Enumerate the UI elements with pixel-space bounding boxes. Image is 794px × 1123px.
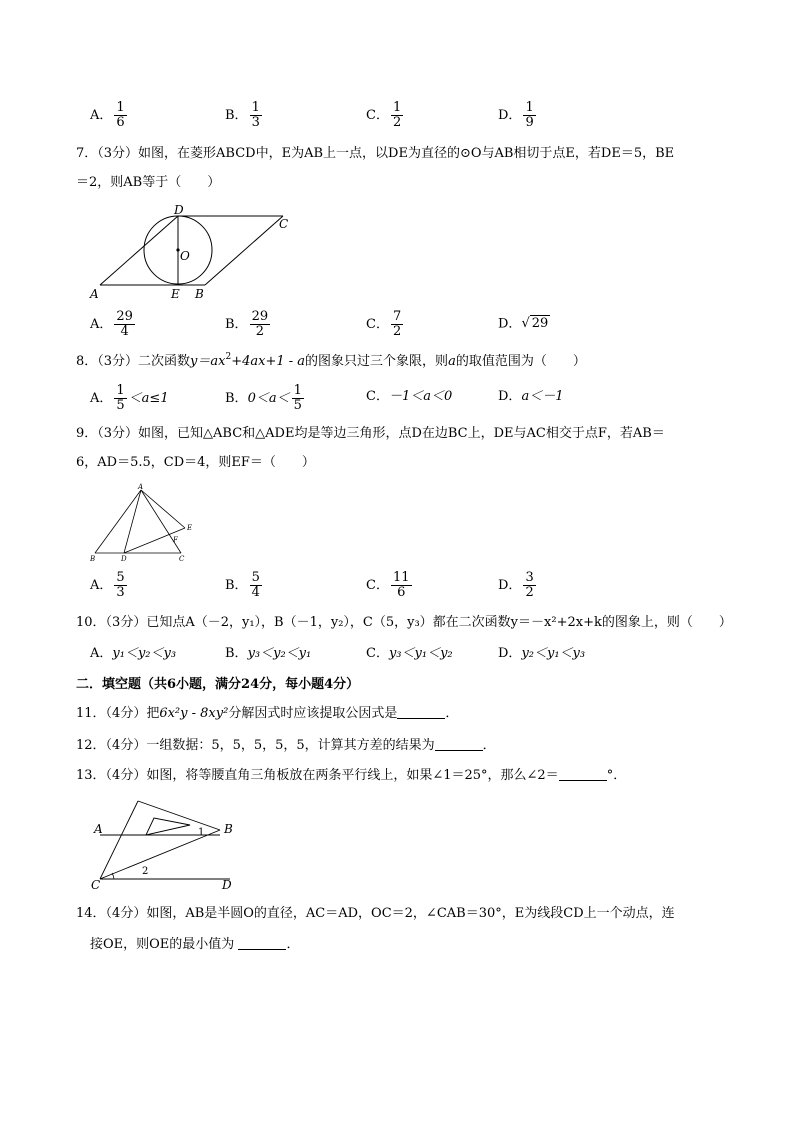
q10-choice-b: B．y₃＜y₂＜y₁ (225, 646, 312, 661)
q13-label-angle2: 2 (142, 866, 149, 877)
q7-choice-d: D．√ 29 (498, 316, 549, 332)
q7-label-a: A (90, 287, 99, 301)
q9-stem-line2: 6，AD＝5.5，CD＝4，则EF＝（ ） (76, 455, 315, 470)
q9-label-a: A (138, 483, 144, 491)
q14-stem-line2: 接OE，则OE的最小值为 ． (90, 937, 300, 952)
q6-choice-a-fraction: $\frac{1}{6}$ (116, 100, 125, 130)
q13-label-d: D (222, 878, 232, 892)
q6-choices (90, 101, 129, 130)
q9-label-b: B (90, 555, 96, 563)
q6-choice-b-fraction: $\frac{1}{3}$ (251, 100, 260, 130)
q11-stem: 11．（4分）把6x²y - 8xy²分解因式时应该提取公因式是 ． (76, 706, 459, 721)
q10-choice-c: C．y₃＜y₁＜y₂ (366, 646, 453, 661)
q14-answer-blank[interactable] (238, 937, 286, 950)
q14-stem-line1: 14．（4分）如图，AB是半圆O的直径，AC＝AD，OC＝2，∠CAB＝30°，E为线段CD上一个动点，连 (76, 906, 675, 921)
q6-choice-a-label: A． (90, 108, 113, 123)
q9-label-c: C (179, 555, 185, 563)
q7-stem-line2: ＝2，则AB等于（ ） (76, 175, 221, 190)
q10-stem: 10．（3分）已知点A（－2，y₁），B（－1，y₂），C（5，y₃）都在二次函数y＝－x²+2x+k的图象上，则（ ） (76, 615, 732, 630)
q8-stem: 8．（3分）二次函数$y=ax^2+4ax+1 - a$的图象只过三个象限，则a的取值范围为（ ） (76, 352, 586, 369)
q9-choice-d: D． $\frac{3}{2}$ (498, 570, 534, 600)
q13-parallel-lines-figure (90, 795, 250, 895)
q8-choice-c: C．－1＜a＜0 (366, 389, 453, 404)
q6-choice-d-fraction: $\frac{1}{9}$ (525, 100, 534, 130)
q7-label-o: O (180, 249, 190, 263)
q12-answer-blank[interactable] (435, 738, 483, 751)
q13-label-a: A (94, 822, 103, 836)
q10-choice-d: D．y₂＜y₁＜y₃ (498, 646, 586, 661)
q9-choice-b: B． $\frac{5}{4}$ (225, 570, 260, 600)
q7-label-c: C (279, 217, 289, 231)
q9-choice-a: A． $\frac{5}{3}$ (90, 570, 125, 600)
q7-label-d: D (174, 203, 184, 217)
q6-choice-b: B． $\frac{1}{3}$ (225, 100, 260, 130)
q10-choice-a: A．y₁＜y₂＜y₃ (90, 646, 177, 661)
q8-choice-a: A． $\frac{1}{5}$ ＜a≤1 (90, 383, 169, 413)
q6-choice-c-fraction: $\frac{1}{2}$ (392, 100, 402, 130)
q13-answer-blank[interactable] (559, 768, 607, 781)
q9-label-f: F (173, 536, 178, 544)
q11-answer-blank[interactable] (397, 706, 445, 719)
q7-choice-c: C． $\frac{7}{2}$ (366, 309, 402, 339)
sqrt-symbol: √ 29 (521, 316, 549, 331)
q9-stem-line1: 9．（3分）如图，已知△ABC和△ADE均是等边三角形，点D在边BC上，DE与AC相交于点F，若AB＝ (76, 426, 665, 441)
q13-stem: 13．（4分）如图，将等腰直角三角板放在两条平行线上，如果∠1＝25°，那么∠2＝ °． (76, 768, 627, 783)
q13-label-angle1: 1 (198, 827, 205, 838)
q9-label-e: E (187, 524, 193, 532)
q9-triangle-figure (85, 480, 205, 565)
q8-choice-d: D．a＜－1 (498, 389, 564, 404)
q12-stem: 12．（4分）一组数据：5，5，5，5，5，计算其方差的结果为 ． (76, 738, 496, 753)
section2-title: 二．填空题（共6小题，满分24分，每小题4分） (76, 677, 360, 692)
q8-choice-b: B．0＜a＜ $\frac{1}{5}$ (225, 383, 302, 413)
q7-choice-b: B． $\frac{29}{2}$ (225, 309, 269, 339)
q7-label-b: B (195, 287, 204, 301)
q7-label-e: E (171, 287, 180, 301)
q13-label-c: C (91, 878, 101, 892)
q7-choice-a: A． $\frac{29}{4}$ (90, 309, 133, 339)
q9-choice-c: C． $\frac{11}{6}$ (366, 570, 410, 600)
q7-rhombus-figure (85, 200, 305, 305)
q6-choice-d: D． $\frac{1}{9}$ (498, 100, 534, 130)
q9-label-d: D (121, 555, 127, 563)
q13-label-b: B (224, 822, 233, 836)
q7-stem-line1: 7．（3分）如图，在菱形ABCD中，E为AB上一点，以DE为直径的⊙O与AB相切于点E，若DE＝5，BE (76, 146, 675, 161)
q6-choice-c: C． $\frac{1}{2}$ (366, 100, 402, 130)
